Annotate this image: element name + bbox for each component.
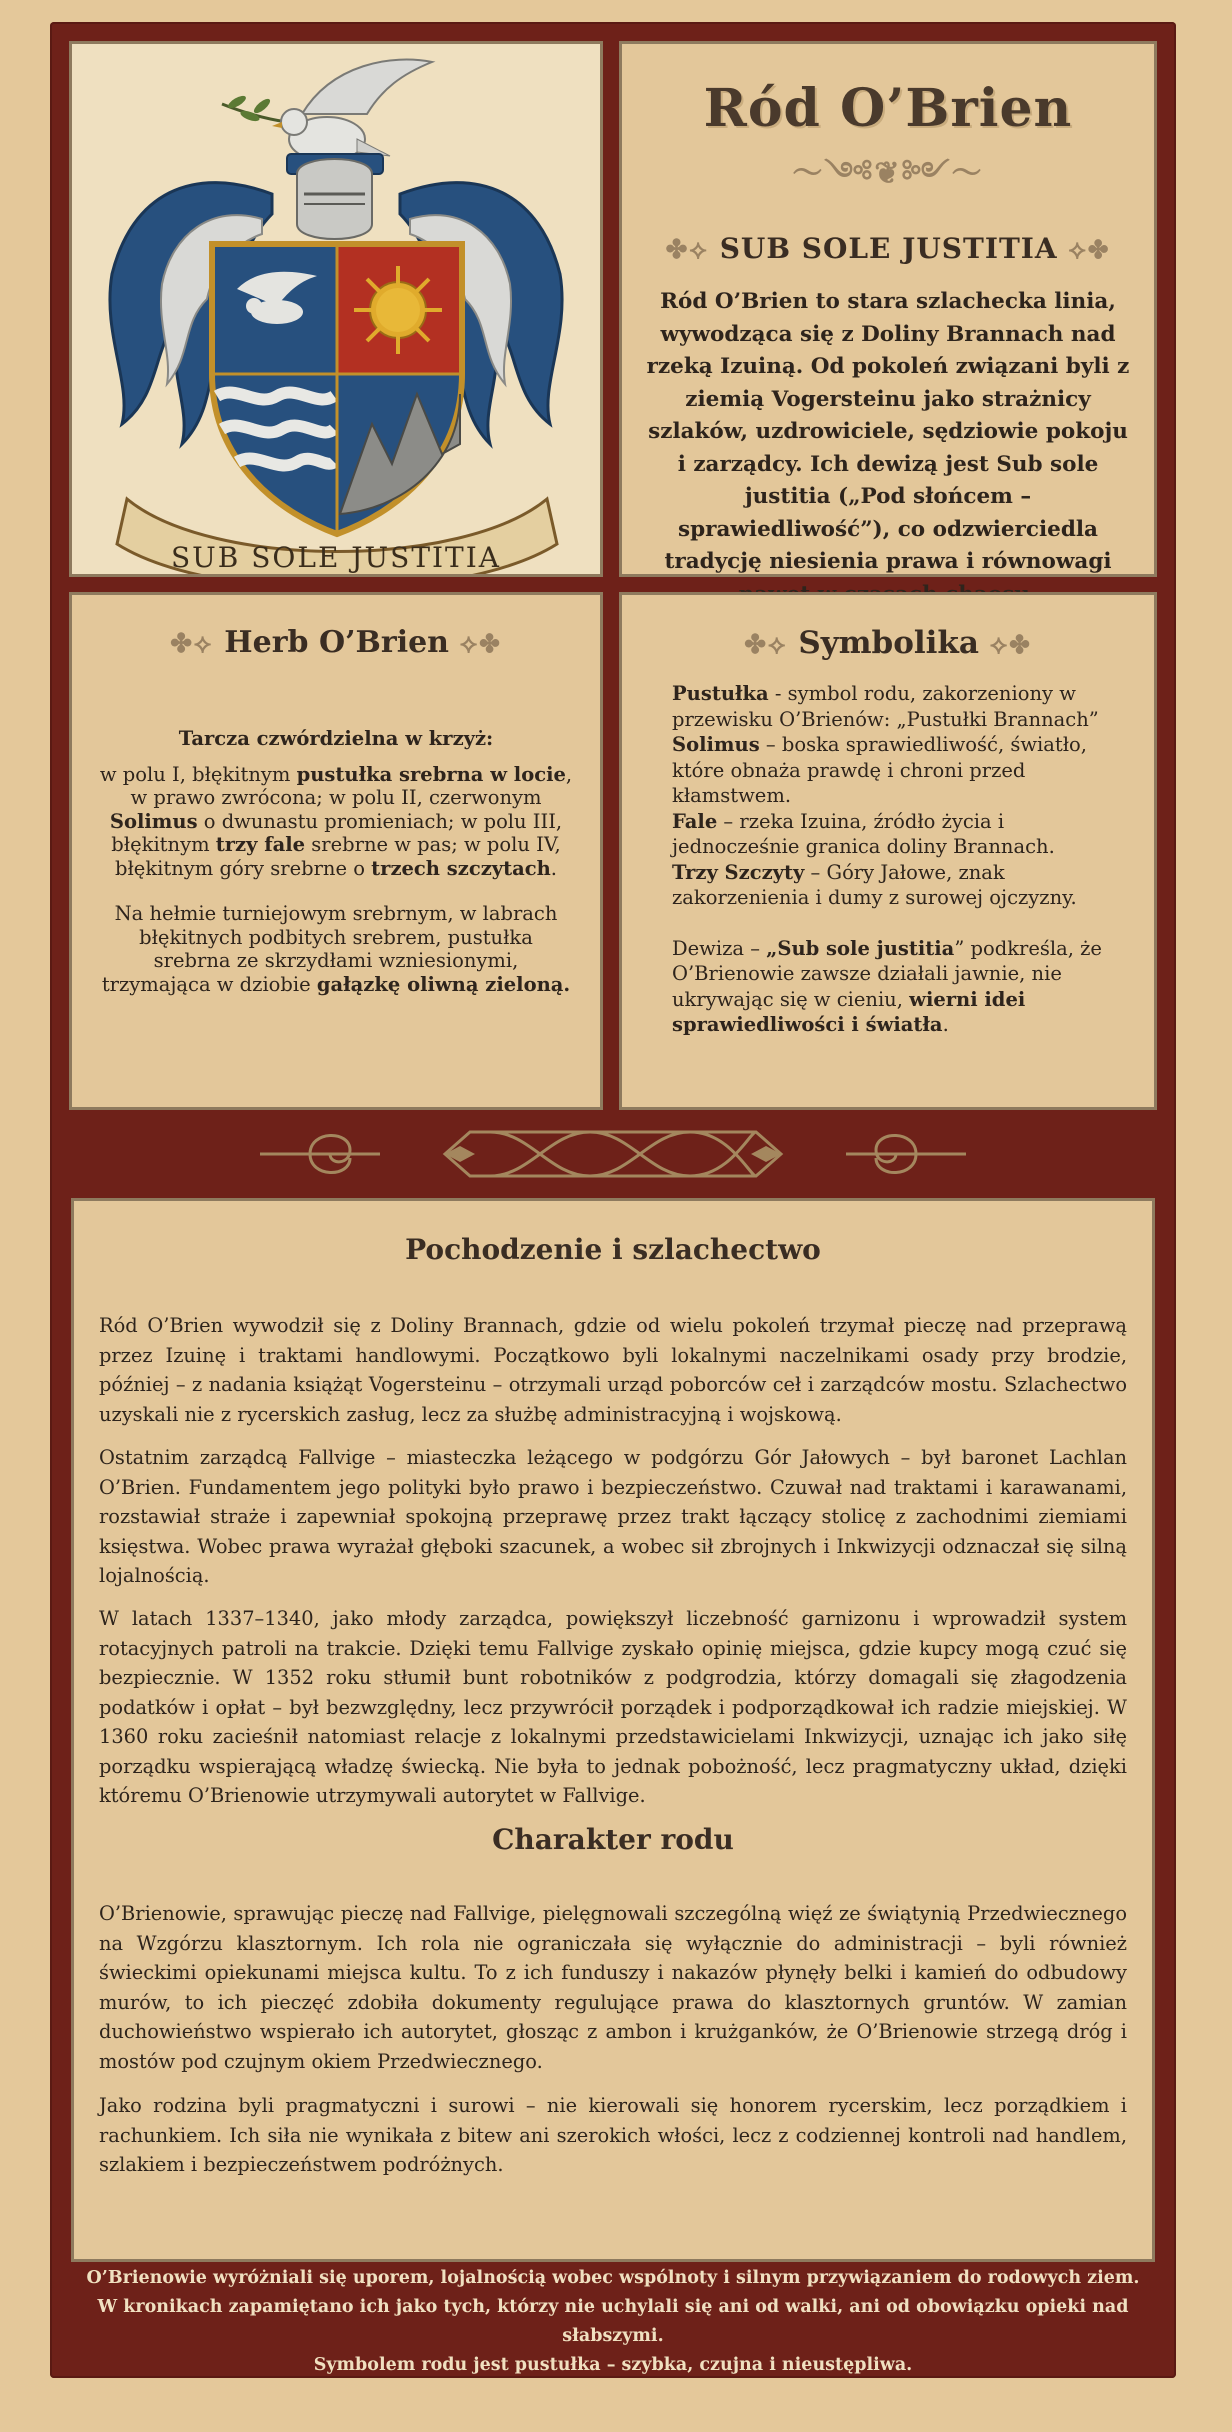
symbol-item: Fale – rzeka Izuina, źródło życia i jednocześnie granica doliny Brannach.	[672, 809, 1055, 858]
character-paragraph-2: Jako rodzina byli pragmatyczni i surowi – nie kierowali się honorem rycerskim, lecz porządkiem i rachunkiem. Ich siła nie wynikała z bitew ani szerokich włości, lecz z codziennej kontroli nad handlem, szlakiem i bezpieczeństwem podróżnych.	[99, 2094, 1127, 2176]
footer-line-1: O’Brienowie wyróżniali się uporem, lojalnością wobec wspólnoty i silnym przywiązaniem do rodowych ziem.	[86, 2268, 1140, 2288]
footer-line-3: Symbolem rodu jest pustułka – szybka, czujna i nieustępliwa.	[313, 2355, 913, 2375]
footer-note	[50, 2264, 1176, 2380]
origin-paragraph-2: Ostatnim zarządcą Fallvige – miasteczka leżącego w podgórzu Gór Jałowych – był baronet Lachlan O’Brien. Fundamentem jego polityki było prawo i bezpieczeństwo. Czuwał nad traktami i karawanami, rozstawiał straże i zapewniał spokojną przeprawę przez trakt łączący stolicę z zachodnimi ziemiami księstwa. Wobec prawa wyrażał głęboki szacunek, a wobec sił zbrojnych i Inkwizycji odznaczał się silną lojalnością.	[99, 1446, 1127, 1587]
herb-description	[98, 727, 574, 996]
flourish-left-icon: ✤⟡	[744, 630, 799, 660]
coat-of-arms-panel	[69, 41, 603, 577]
symbolism-list	[672, 681, 1134, 1038]
herb-panel	[69, 592, 603, 1110]
coat-of-arms-image	[72, 44, 600, 574]
divider-ornament	[50, 1110, 1176, 1198]
flourish-left-icon: ✤⟡	[170, 629, 225, 659]
herb-paragraph-1: w polu I, błękitnym pustułka srebrna w locie, w prawo zwrócona; w polu II, czerwonym Solimus o dwunastu promieniach; w polu III, błękitnym trzy fale srebrne w pas; w polu IV, błękitnym góry srebrne o trzech szczytach.	[99, 762, 573, 880]
house-title: Ród O’Brien	[703, 78, 1073, 139]
motto-heading: ✤⟡ SUB SOLE JUSTITIA ⟡✤	[665, 232, 1111, 265]
origin-paragraph-1: Ród O’Brien wywodził się z Doliny Brannach, gdzie od wielu pokoleń trzymał pieczę nad przeprawą przez Izuinę i traktami handlowymi. Początkowo byli lokalnymi naczelnikami osady przy brodzie, później – z nadania książąt Vogersteinu – otrzymali urząd poborców ceł i zarządców mostu. Szlachectwo uzyskali nie z rycerskich zasług, lecz za służbę administracyjną i wojskową.	[99, 1314, 1127, 1426]
symbol-item: Trzy Szczyty – Góry Jałowe, znak zakorzenienia i dumy z surowej ojczyzny.	[672, 860, 1077, 909]
sun-icon	[354, 266, 442, 354]
herb-heading: ✤⟡ Herb O’Brien ⟡✤	[170, 625, 502, 660]
page-frame	[50, 22, 1176, 2378]
herb-lead: Tarcza czwórdzielna w krzyż:	[178, 727, 494, 750]
motto-explanation: Dewiza – „Sub sole justitia” podkreśla, że O’Brienowie zawsze działali jawnie, nie ukrywając się w cieniu, wierni idei sprawiedliwości i światła.	[672, 936, 1102, 1036]
symbolism-panel	[619, 592, 1157, 1110]
symbolism-heading: ✤⟡ Symbolika ⟡✤	[744, 625, 1032, 661]
history-panel	[71, 1198, 1155, 2262]
origin-heading: Pochodzenie i szlachectwo	[405, 1233, 821, 1266]
symbol-item: Solimus – boska sprawiedliwość, światło, które obnaża prawdę i chroni przed kłamstwem.	[672, 733, 1087, 807]
crest-banner-text: SUB SOLE JUSTITIA	[170, 541, 502, 574]
herb-paragraph-2: Na hełmie turniejowym srebrnym, w labrach błękitnych podbitych srebrem, pustułka srebrna ze skrzydłami wzniesionymi, trzymająca w dziobie gałązkę oliwną zieloną.	[101, 902, 571, 996]
origin-paragraph-3: W latach 1337–1340, jako młody zarządca, powiększył liczebność garnizonu i wprowadził system rotacyjnych patroli na trakcie. Dzięki temu Fallvige zyskało opinię miejsca, gdzie kupcy mogą czuć się bezpiecznie. W 1352 roku stłumił bunt robotników z podgrodzia, którzy domagali się złagodzenia podatków i opłat – był bezwzględny, lecz przywrócił porządek i podporządkował ich radzie miejskiej. W 1360 roku zacieśnił natomiast relacje z lokalnymi przedstawicielami Inkwizycji, uznając ich jako siłę porządku wspierającą władzę świecką. Nie była to jednak pobożność, lecz pragmatyczny układ, dzięki któremu O’Brienowie utrzymywali autorytet w Fallvige.	[99, 1607, 1127, 1807]
house-description: Ród O’Brien to stara szlachecka linia, wywodząca się z Doliny Brannach nad rzeką Izuiną. Od pokoleń związani byli z ziemią Vogersteinu jako strażnicy szlaków, uzdrowiciele, sędziowie pokoju i zarządcy. Ich dewizą jest Sub sole justitia („Pod słońcem – sprawiedliwość”), co odzwierciedla tradycję niesienia prawa i równowagi	[646, 289, 1130, 574]
footer-line-2: W kronikach zapamiętano ich jako tych, którzy nie uchylali się ani od walki, ani od obowiązku opieki nad słabszymi.	[97, 2297, 1129, 2346]
helm-icon	[287, 154, 383, 239]
character-heading: Charakter rodu	[492, 1823, 734, 1856]
flourish-right-icon: ⟡✤	[978, 630, 1032, 660]
title-panel	[619, 41, 1157, 577]
flourish-right-icon: ⟡✤	[1057, 235, 1111, 265]
flourish-left-icon: ✤⟡	[665, 235, 720, 265]
title-flourish: 〜༺❦༻〜	[792, 156, 984, 191]
flourish-right-icon: ⟡✤	[449, 629, 502, 659]
character-paragraph-1: O’Brienowie, sprawując pieczę nad Fallvige, pielęgnowali szczególną więź ze świątynią Przedwiecznego na Wzgórzu klasztornym. Ich rola nie ograniczała się wyłącznie do administracji – byli również świeckimi opiekunami miejsca kultu. To z ich funduszy i nakazów płynęły belki i kamień do odbudowy murów, to ich pieczęć zdobiła dokumenty regulujące prawa do klasztornych gruntów. W zamian duchowieństwo wspierało ich autorytet, głosząc z ambon i krużganków, że O’Brienowie strzegą dróg i mostów pod czujnym okiem Przedwiecznego.	[99, 1902, 1127, 2073]
symbol-item: Pustułka - symbol rodu, zakorzeniony w przewisku O’Brienów: „Pustułki Brannach”	[672, 682, 1099, 731]
